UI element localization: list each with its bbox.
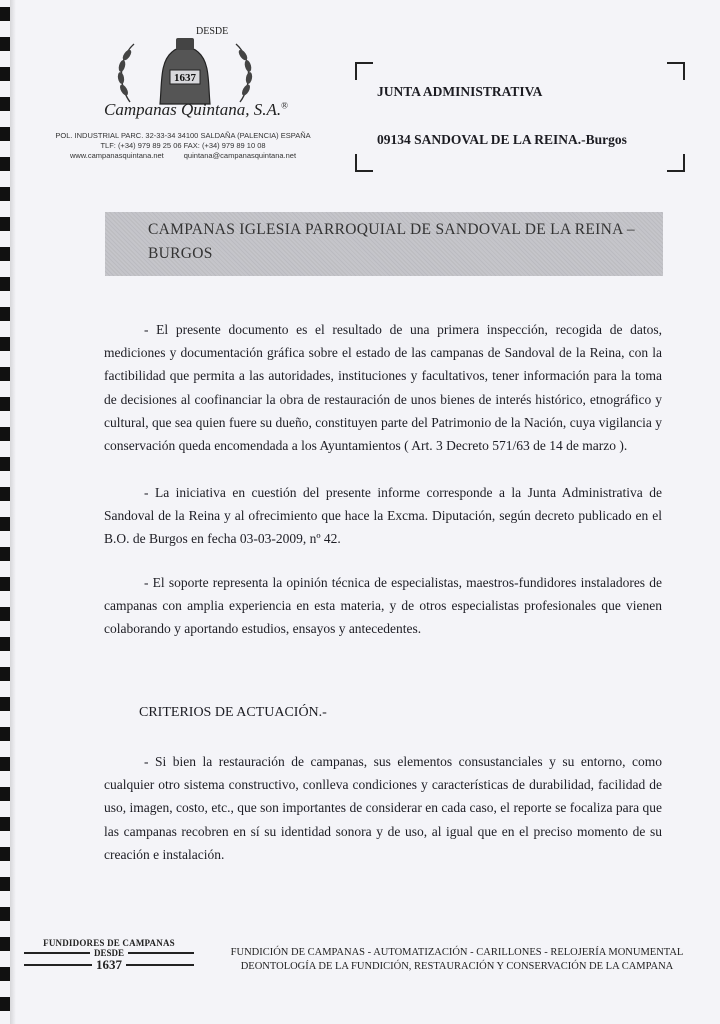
- recipient-address-box: [355, 62, 685, 172]
- footer-foundry-badge: [24, 938, 194, 973]
- company-website: www.campanasquintana.net: [69, 151, 164, 160]
- paragraph-1: - El presente documento es el resultado de una primera inspección, recogida de datos, mediciones y documentación gráfica sobre el estado de las campanas de Sandoval de la Reina, con la factibilidad que permita a las autoridades, instituciones y facultativos, tener información para la toma de decisiones al coofinanciar la obra de restauración de unos bienes de interés histórico, etnográfico y cultural, que sea quien fuere su dueño, constituyen parte del Patrimonio de la Nación, cuya vigilancia y conservación queda encomendada a los Ayuntamientos ( Art. 3 Decreto 571/63 de 14 de marzo ).: [104, 322, 662, 454]
- binding-holes: [0, 0, 10, 1024]
- logo-year: 1637: [174, 72, 196, 84]
- footer-services-line2: DEONTOLOGÍA DE LA FUNDICIÓN, RESTAURACIÓN Y CONSERVACIÓN DE LA CAMPANA: [240, 961, 674, 972]
- logo-desde: DESDE: [196, 26, 229, 37]
- recipient-location: 09134 SANDOVAL DE LA REINA.-Burgos: [377, 132, 627, 147]
- page-edge-shadow: [10, 0, 16, 1024]
- company-phone: TLF: (+34) 979 89 25 06 FAX: (+34) 979 89 10 08: [100, 141, 266, 150]
- company-contact: [28, 131, 338, 161]
- brand-name: Campanas Quintana, S.A.®: [104, 100, 288, 119]
- recipient-name: JUNTA ADMINISTRATIVA: [377, 84, 543, 99]
- footer-desde: DESDE: [94, 948, 125, 958]
- footer-services: [222, 946, 692, 974]
- document-title: CAMPANAS IGLESIA PARROQUIAL DE SANDOVAL DE LA REINA – BURGOS: [148, 221, 635, 262]
- footer-founders: FUNDIDORES DE CAMPANAS: [43, 938, 175, 948]
- paragraph-4: - Si bien la restauración de campanas, sus elementos consustanciales y su entorno, como cualquier otro sistema constructivo, conlleva condiciones y características de durabilidad, facilidad de uso, imagen, costo, etc., que son importantes de considerar en cada caso, el reporte se focaliza para que las campanas recobren en sí su identidad sonora y de uso, al igual que en el preciso momento de su creación e instalación.: [104, 754, 662, 862]
- company-email: quintana@campanasquintana.net: [183, 151, 297, 160]
- footer-services-line1: FUNDICIÓN DE CAMPANAS - AUTOMATIZACIÓN - CARILLONES - RELOJERÍA MONUMENTAL: [230, 947, 684, 958]
- paragraph-3: - El soporte representa la opinión técnica de especialistas, maestros-fundidores instaladores de campanas con amplia experiencia en esta materia, y de otros especialistas profesionales que vienen colaborando y aportando estudios, ensayos y antecedentes.: [104, 575, 662, 637]
- company-address: POL. INDUSTRIAL PARC. 32-33-34 34100 SALDAÑA (PALENCIA) ESPAÑA: [55, 131, 311, 140]
- footer-year: 1637: [96, 957, 122, 972]
- paragraph-2: - La iniciativa en cuestión del presente informe corresponde a la Junta Administrativa de Sandoval de la Reina y al ofrecimiento que hace la Excma. Diputación, según decreto publicado en el B.O. de Burgos en fecha 03-03-2009, nº 42.: [104, 485, 662, 547]
- section-heading: CRITERIOS DE ACTUACIÓN.-: [139, 705, 327, 720]
